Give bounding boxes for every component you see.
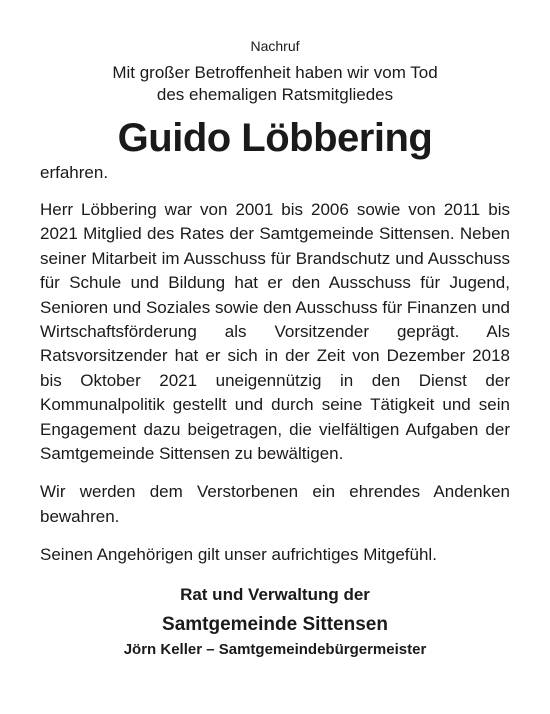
deceased-name: Guido Löbbering <box>117 116 433 160</box>
intro-line-2: des ehemaligen Ratsmitgliedes <box>156 85 394 104</box>
intro-line-1: Mit großer Betroffenheit haben wir vom Tod <box>112 63 438 82</box>
signature-organization: Samtgemeinde Sittensen <box>162 613 388 635</box>
biography-paragraph: Herr Löbbering war von 2001 bis 2006 sowie von 2011 bis 2021 Mitglied des Rates der Samtgemeinde Sittensen. Neben seiner Mitarbeit im Ausschuss für Brandschutz und Ausschuss für Schule und Bildung hat er den Ausschuss für Jugend, Senioren und Soziales sowie den Ausschuss für Finanzen und Wirtschaftsförderung als Vorsitzender geprägt. Als Ratsvorsitzender hat er sich in der Zeit von Dezember 2018 bis Oktober 2021 uneigennützig in den Dienst der Kommunalpolitik gestellt und durch seine Tätigkeit und sein Engagement dazu beigetragen, die vielfältigen Aufgaben der Samtgemeinde Sittensen zu bewältigen. <box>40 200 510 464</box>
intro-text <box>40 62 510 106</box>
remembrance-paragraph: Wir werden dem Verstorbenen ein ehrendes Andenken bewahren. <box>40 482 510 526</box>
notice-kicker: Nachruf <box>250 38 300 54</box>
obituary-notice <box>40 30 510 661</box>
condolence-paragraph: Seinen Angehörigen gilt unser aufrichtiges Mitgefühl. <box>40 545 437 565</box>
signature-block <box>40 584 510 661</box>
signature-mayor: Jörn Keller – Samtgemeindebürgermeister <box>123 640 427 658</box>
signature-line-1: Rat und Verwaltung der <box>180 584 370 604</box>
after-name-text: erfahren. <box>40 163 109 182</box>
